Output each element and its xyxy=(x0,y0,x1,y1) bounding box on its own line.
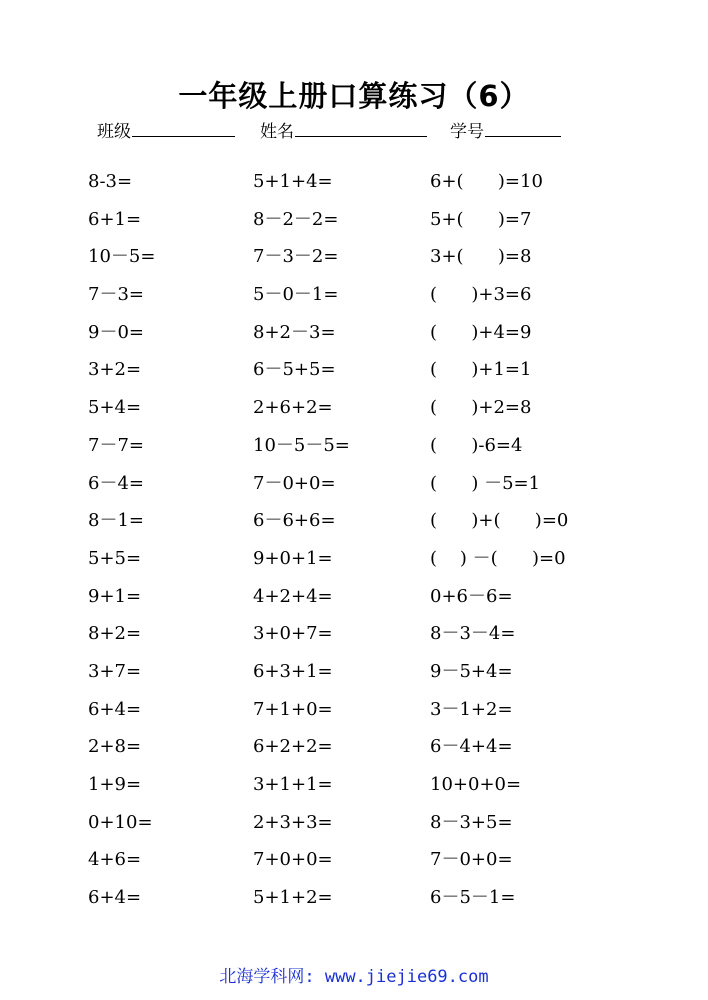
class-field xyxy=(97,117,235,142)
math-problem: 3+1+1= xyxy=(253,774,333,795)
math-problem: 6－4+4= xyxy=(430,736,513,758)
class-label: 班级 xyxy=(97,122,131,142)
math-problem: 0+6－6= xyxy=(430,585,513,607)
math-problem: 9－0= xyxy=(88,321,144,343)
math-problem: 10－5= xyxy=(88,246,156,268)
math-problem: 3－1+2= xyxy=(430,698,513,720)
math-problem: ( )+1=1 xyxy=(430,359,532,381)
math-problem: 3+( )=8 xyxy=(430,246,532,268)
math-problem: 5+1+4= xyxy=(253,171,333,192)
math-problem: 6+4= xyxy=(88,887,142,909)
math-problem: 8-3= xyxy=(88,171,133,192)
math-problem: 3+0+7= xyxy=(253,623,333,645)
math-problem: 6+3+1= xyxy=(253,660,333,682)
math-problem: 8+2= xyxy=(88,623,142,645)
footer-website: 北海学科网: www.jiejie69.com xyxy=(219,967,489,987)
math-problem: 8－3－4= xyxy=(430,623,516,645)
math-problem: 9+0+1= xyxy=(253,547,333,569)
math-problem: 5－0－1= xyxy=(253,284,339,306)
math-problem: 4+6= xyxy=(88,849,142,871)
math-problem: 7－7= xyxy=(88,434,144,456)
math-problem: 2+3+3= xyxy=(253,811,333,833)
math-problem: 6－5+5= xyxy=(253,359,336,381)
student-id-blank-line[interactable] xyxy=(485,118,561,137)
math-problem: 5+( )=7 xyxy=(430,208,532,230)
math-problem: 9－5+4= xyxy=(430,660,513,682)
page-title: 一年级上册口算练习（6） xyxy=(178,79,530,113)
math-problem: 4+2+4= xyxy=(253,585,333,607)
problem-column-2 xyxy=(253,170,350,924)
math-problem: 10+0+0= xyxy=(430,774,522,795)
math-problem: ( )+4=9 xyxy=(430,321,532,343)
math-problem: ( )+( )=0 xyxy=(430,510,569,532)
math-problem: 6－4= xyxy=(88,472,144,494)
math-problem: 10－5－5= xyxy=(253,434,350,456)
math-problem: 1+9= xyxy=(88,774,142,795)
math-problem: 8－2－2= xyxy=(253,208,339,230)
math-problem: 6－5－1= xyxy=(430,887,516,909)
math-problem: 7－0+0= xyxy=(253,472,336,494)
math-problem: 5+4= xyxy=(88,397,142,419)
class-blank-line[interactable] xyxy=(132,118,235,137)
math-problem: 7－0+0= xyxy=(430,849,513,871)
math-problem: ( )-6=4 xyxy=(430,434,523,456)
math-problem: 8－3+5= xyxy=(430,811,513,833)
student-id-field xyxy=(450,117,561,142)
math-problem: 3+7= xyxy=(88,660,142,682)
math-problem: 7－3－2= xyxy=(253,246,339,268)
math-problem: 3+2= xyxy=(88,359,142,381)
problem-column-3 xyxy=(430,170,568,924)
math-problem: 8－1= xyxy=(88,510,144,532)
problem-column-1 xyxy=(88,170,155,924)
math-problem: 8+2－3= xyxy=(253,321,336,343)
name-blank-line[interactable] xyxy=(295,118,427,137)
math-problem: 6+2+2= xyxy=(253,736,333,758)
name-label: 姓名 xyxy=(260,122,294,142)
math-problem: 9+1= xyxy=(88,585,142,607)
math-problem: 0+10= xyxy=(88,811,153,833)
math-problem: 7－3= xyxy=(88,284,144,306)
math-problem: ( )+3=6 xyxy=(430,284,532,306)
student-id-label: 学号 xyxy=(450,122,484,142)
math-problem: 7+0+0= xyxy=(253,849,333,871)
math-problem: 5+5= xyxy=(88,547,142,569)
math-problem: 6+1= xyxy=(88,208,142,230)
math-problem: 6－6+6= xyxy=(253,510,336,532)
math-problem: ( ) －( )=0 xyxy=(430,547,566,569)
math-problem: 5+1+2= xyxy=(253,887,333,909)
math-problem: 6+4= xyxy=(88,698,142,720)
math-problem: 7+1+0= xyxy=(253,698,333,720)
math-problem: ( )+2=8 xyxy=(430,397,532,419)
math-problem: 2+8= xyxy=(88,736,142,758)
math-problem: ( ) －5=1 xyxy=(430,472,541,494)
name-field xyxy=(260,117,427,142)
math-problem: 2+6+2= xyxy=(253,397,333,419)
math-problem: 6+( )=10 xyxy=(430,171,543,192)
